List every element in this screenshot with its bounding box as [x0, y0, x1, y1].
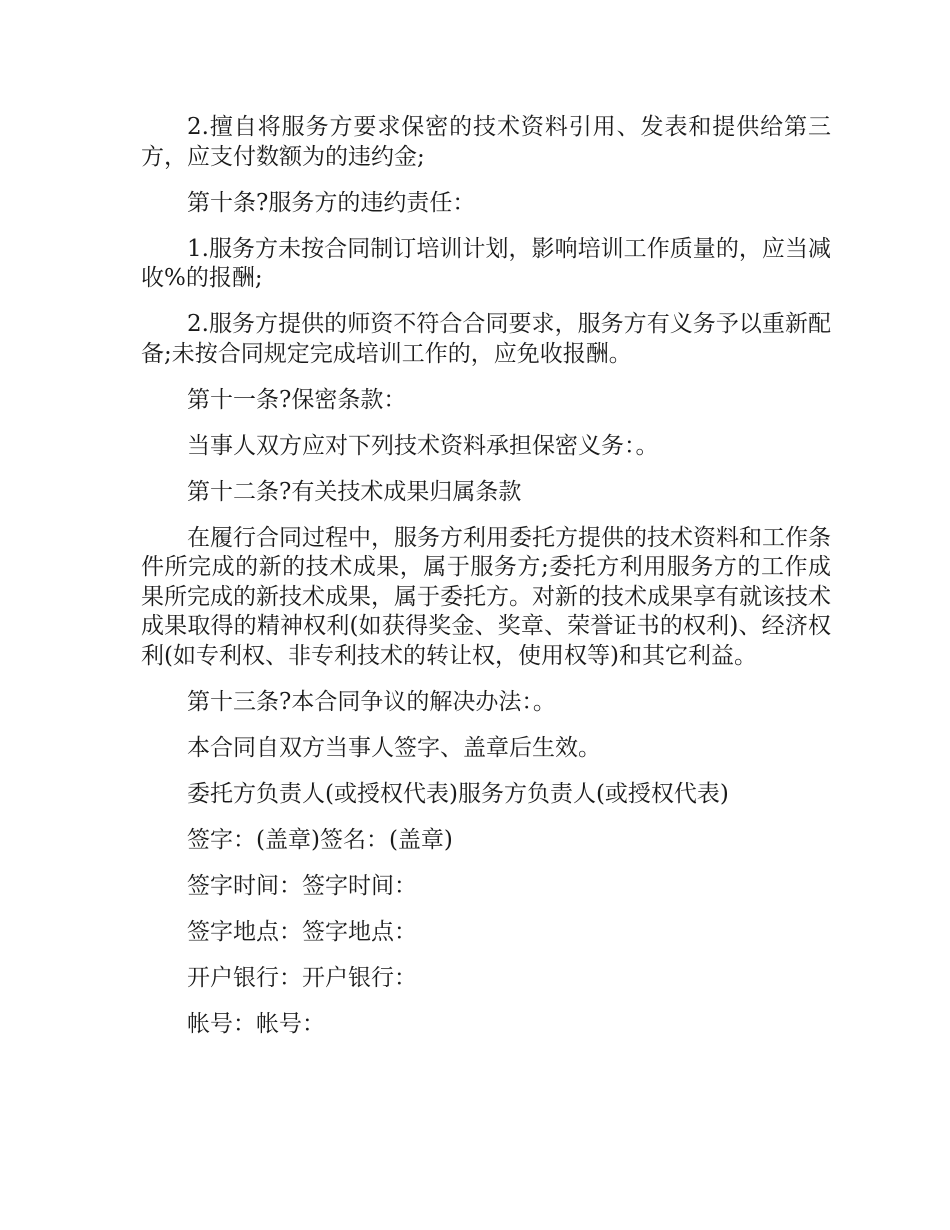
- clause-paragraph-teachers: 2.服务方提供的师资不符合合同要求，服务方有义务予以重新配备;未按合同规定完成培训工作的，应免收报酬。: [141, 311, 831, 367]
- bank-line: 开户银行：开户银行：: [187, 964, 417, 991]
- document-body: [141, 113, 831, 1056]
- article-13-heading: 第十三条?本合同争议的解决办法：。: [187, 688, 556, 715]
- clause-paragraph-ownership: 在履行合同过程中，服务方利用委托方提供的技术资料和工作条件所完成的新的技术成果，属于服务方;委托方利用服务方的工作成果所完成的新技术成果，属于委托方。对新的技术成果享有就该技术成果取得的精神权利(如获得奖金、奖章、荣誉证书的权利)、经济权利(如专利权、非专利技术的转让权，使用权等)和其它利益。: [141, 524, 831, 669]
- article-11-heading: 第十一条?保密条款：: [187, 386, 407, 413]
- signature-date-line: 签字时间：签字时间：: [187, 872, 417, 899]
- signature-parties-line: 委托方负责人(或授权代表)服务方负责人(或授权代表): [187, 780, 729, 807]
- clause-paragraph-effective: 本合同自双方当事人签字、盖章后生效。: [187, 734, 601, 761]
- account-line: 帐号：帐号：: [187, 1010, 325, 1037]
- signature-seal-line: 签字：(盖章)签名：(盖章): [187, 826, 453, 853]
- clause-paragraph-confidentiality: 当事人双方应对下列技术资料承担保密义务：。: [187, 432, 659, 459]
- article-12-heading: 第十二条?有关技术成果归属条款: [187, 478, 522, 505]
- clause-paragraph-penalty-disclosure: 2.擅自将服务方要求保密的技术资料引用、发表和提供给第三方，应支付数额为的违约金;: [141, 114, 831, 170]
- clause-paragraph-training-plan: 1.服务方未按合同制订培训计划，影响培训工作质量的，应当减收%的报酬;: [141, 235, 831, 291]
- article-10-heading: 第十条?服务方的违约责任：: [187, 189, 476, 216]
- signature-place-line: 签字地点：签字地点：: [187, 918, 417, 945]
